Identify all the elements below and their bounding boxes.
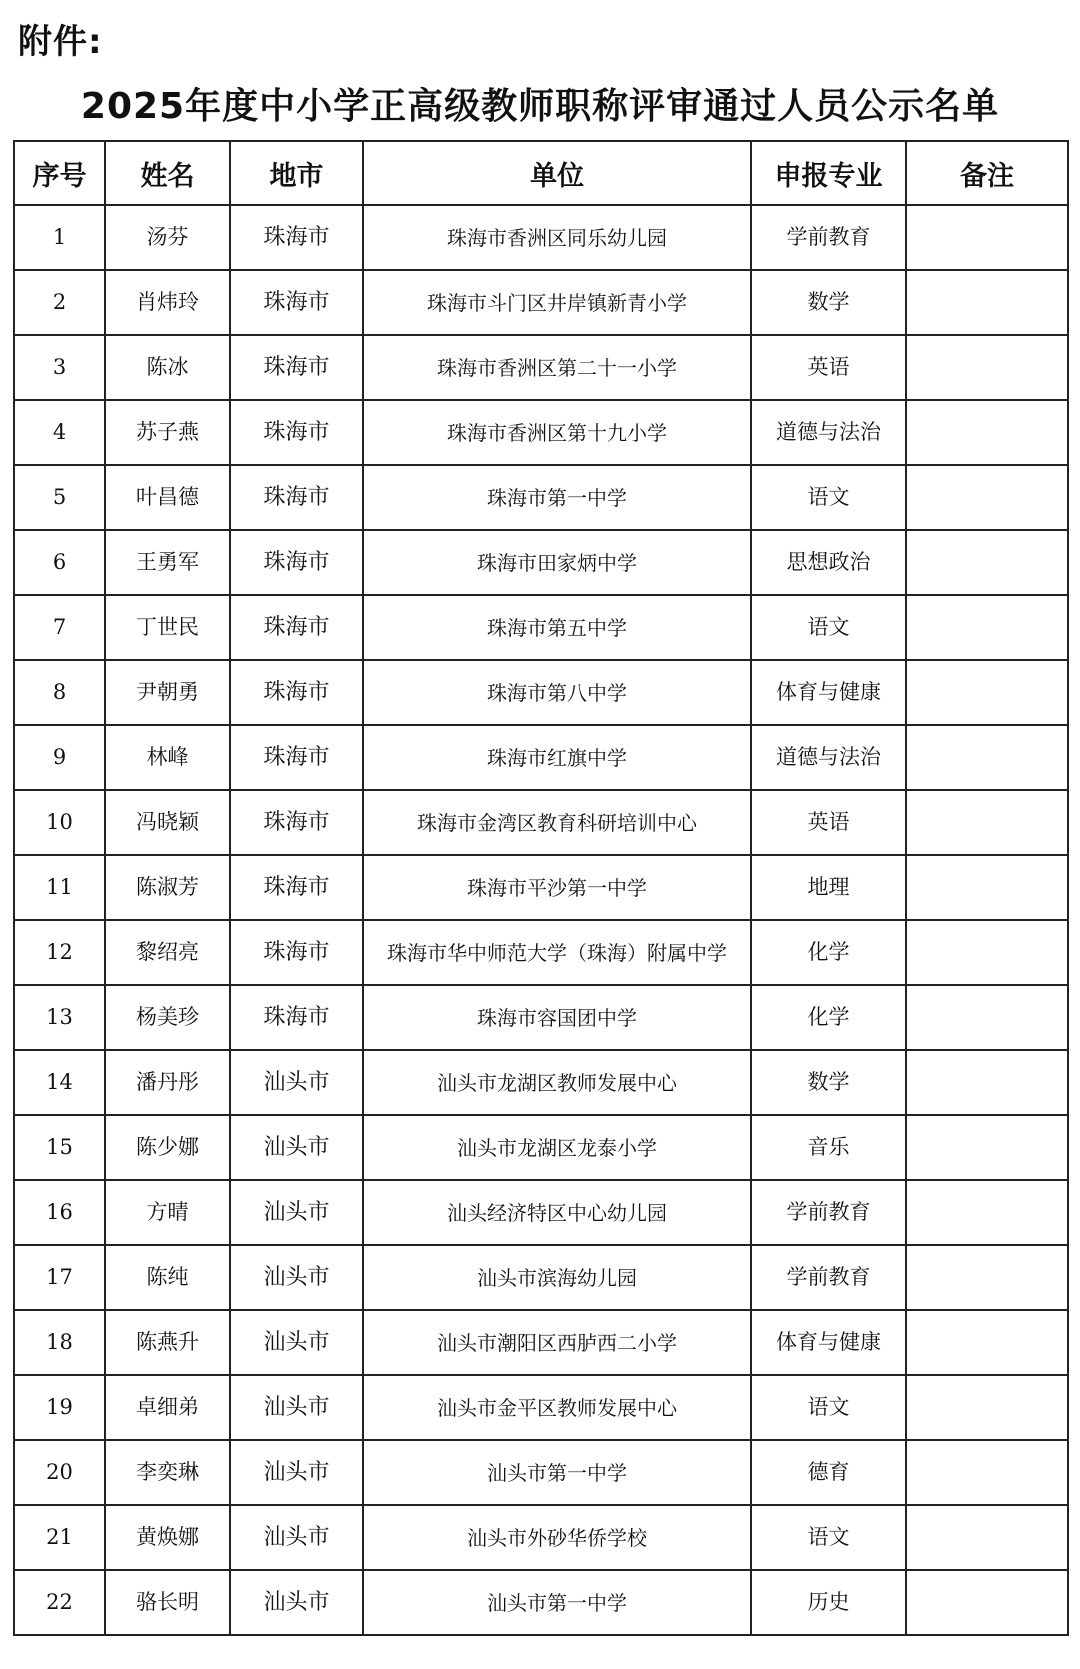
cell-index: 8 bbox=[14, 660, 105, 725]
cell-unit: 汕头市第一中学 bbox=[363, 1440, 751, 1505]
cell-remarks bbox=[906, 205, 1068, 270]
cell-index: 16 bbox=[14, 1180, 105, 1245]
cell-city: 汕头市 bbox=[230, 1375, 363, 1440]
page-title: 2025年度中小学正高级教师职称评审通过人员公示名单 bbox=[80, 86, 1000, 127]
table-row bbox=[14, 335, 1068, 400]
cell-unit: 汕头市滨海幼儿园 bbox=[363, 1245, 751, 1310]
column-header-remarks: 备注 bbox=[906, 141, 1068, 205]
cell-remarks bbox=[906, 985, 1068, 1050]
cell-city: 珠海市 bbox=[230, 660, 363, 725]
cell-subject: 道德与法治 bbox=[751, 400, 906, 465]
cell-index: 7 bbox=[14, 595, 105, 660]
cell-remarks bbox=[906, 725, 1068, 790]
cell-subject: 学前教育 bbox=[751, 1180, 906, 1245]
cell-subject: 英语 bbox=[751, 790, 906, 855]
cell-remarks bbox=[906, 855, 1068, 920]
cell-unit: 珠海市斗门区井岸镇新青小学 bbox=[363, 270, 751, 335]
cell-name: 林峰 bbox=[105, 725, 230, 790]
cell-city: 珠海市 bbox=[230, 725, 363, 790]
cell-subject: 德育 bbox=[751, 1440, 906, 1505]
cell-remarks bbox=[906, 660, 1068, 725]
table-row bbox=[14, 660, 1068, 725]
cell-index: 11 bbox=[14, 855, 105, 920]
table-row bbox=[14, 790, 1068, 855]
cell-index: 21 bbox=[14, 1505, 105, 1570]
cell-subject: 语文 bbox=[751, 1505, 906, 1570]
cell-remarks bbox=[906, 1310, 1068, 1375]
cell-unit: 珠海市香洲区第二十一小学 bbox=[363, 335, 751, 400]
table-row bbox=[14, 595, 1068, 660]
table-row bbox=[14, 1310, 1068, 1375]
cell-remarks bbox=[906, 530, 1068, 595]
cell-name: 陈冰 bbox=[105, 335, 230, 400]
cell-unit: 珠海市香洲区同乐幼儿园 bbox=[363, 205, 751, 270]
cell-index: 6 bbox=[14, 530, 105, 595]
cell-city: 汕头市 bbox=[230, 1570, 363, 1635]
cell-name: 肖炜玲 bbox=[105, 270, 230, 335]
cell-name: 杨美珍 bbox=[105, 985, 230, 1050]
column-header-name: 姓名 bbox=[105, 141, 230, 205]
cell-unit: 珠海市第八中学 bbox=[363, 660, 751, 725]
cell-index: 13 bbox=[14, 985, 105, 1050]
cell-subject: 化学 bbox=[751, 920, 906, 985]
column-header-unit: 单位 bbox=[363, 141, 751, 205]
table-row bbox=[14, 1440, 1068, 1505]
cell-unit: 汕头经济特区中心幼儿园 bbox=[363, 1180, 751, 1245]
cell-city: 珠海市 bbox=[230, 530, 363, 595]
column-header-subject: 申报专业 bbox=[751, 141, 906, 205]
cell-city: 汕头市 bbox=[230, 1180, 363, 1245]
cell-remarks bbox=[906, 790, 1068, 855]
cell-subject: 道德与法治 bbox=[751, 725, 906, 790]
cell-index: 3 bbox=[14, 335, 105, 400]
cell-subject: 数学 bbox=[751, 270, 906, 335]
cell-subject: 化学 bbox=[751, 985, 906, 1050]
table-row bbox=[14, 1570, 1068, 1635]
column-header-index: 序号 bbox=[14, 141, 105, 205]
cell-index: 15 bbox=[14, 1115, 105, 1180]
cell-remarks bbox=[906, 595, 1068, 660]
cell-subject: 语文 bbox=[751, 595, 906, 660]
cell-unit: 珠海市田家炳中学 bbox=[363, 530, 751, 595]
cell-name: 黎绍亮 bbox=[105, 920, 230, 985]
table-row bbox=[14, 985, 1068, 1050]
cell-name: 尹朝勇 bbox=[105, 660, 230, 725]
cell-index: 9 bbox=[14, 725, 105, 790]
cell-subject: 思想政治 bbox=[751, 530, 906, 595]
table-row bbox=[14, 1115, 1068, 1180]
cell-remarks bbox=[906, 1245, 1068, 1310]
cell-unit: 汕头市金平区教师发展中心 bbox=[363, 1375, 751, 1440]
cell-unit: 珠海市容国团中学 bbox=[363, 985, 751, 1050]
cell-name: 叶昌德 bbox=[105, 465, 230, 530]
cell-name: 冯晓颖 bbox=[105, 790, 230, 855]
cell-index: 10 bbox=[14, 790, 105, 855]
table-row bbox=[14, 530, 1068, 595]
cell-name: 骆长明 bbox=[105, 1570, 230, 1635]
cell-index: 19 bbox=[14, 1375, 105, 1440]
cell-unit: 汕头市潮阳区西胪西二小学 bbox=[363, 1310, 751, 1375]
table-row bbox=[14, 1505, 1068, 1570]
cell-remarks bbox=[906, 270, 1068, 335]
cell-city: 汕头市 bbox=[230, 1115, 363, 1180]
table-row bbox=[14, 1050, 1068, 1115]
cell-city: 珠海市 bbox=[230, 790, 363, 855]
cell-name: 王勇军 bbox=[105, 530, 230, 595]
cell-name: 陈纯 bbox=[105, 1245, 230, 1310]
cell-city: 珠海市 bbox=[230, 270, 363, 335]
table-row bbox=[14, 205, 1068, 270]
roster-table bbox=[13, 140, 1069, 1636]
cell-index: 17 bbox=[14, 1245, 105, 1310]
cell-city: 珠海市 bbox=[230, 465, 363, 530]
cell-subject: 英语 bbox=[751, 335, 906, 400]
cell-unit: 珠海市香洲区第十九小学 bbox=[363, 400, 751, 465]
cell-unit: 汕头市第一中学 bbox=[363, 1570, 751, 1635]
cell-remarks bbox=[906, 1050, 1068, 1115]
cell-remarks bbox=[906, 400, 1068, 465]
cell-subject: 数学 bbox=[751, 1050, 906, 1115]
cell-name: 丁世民 bbox=[105, 595, 230, 660]
cell-subject: 语文 bbox=[751, 465, 906, 530]
cell-remarks bbox=[906, 920, 1068, 985]
cell-name: 方晴 bbox=[105, 1180, 230, 1245]
cell-index: 18 bbox=[14, 1310, 105, 1375]
table-row bbox=[14, 855, 1068, 920]
cell-remarks bbox=[906, 1180, 1068, 1245]
cell-city: 汕头市 bbox=[230, 1050, 363, 1115]
cell-remarks bbox=[906, 1375, 1068, 1440]
cell-unit: 珠海市第五中学 bbox=[363, 595, 751, 660]
cell-city: 珠海市 bbox=[230, 855, 363, 920]
cell-subject: 体育与健康 bbox=[751, 1310, 906, 1375]
cell-city: 珠海市 bbox=[230, 920, 363, 985]
cell-index: 20 bbox=[14, 1440, 105, 1505]
cell-remarks bbox=[906, 1505, 1068, 1570]
cell-index: 1 bbox=[14, 205, 105, 270]
cell-remarks bbox=[906, 1570, 1068, 1635]
table-body bbox=[14, 205, 1068, 1635]
column-header-city: 地市 bbox=[230, 141, 363, 205]
cell-city: 珠海市 bbox=[230, 335, 363, 400]
cell-unit: 汕头市龙湖区龙泰小学 bbox=[363, 1115, 751, 1180]
cell-name: 苏子燕 bbox=[105, 400, 230, 465]
cell-subject: 音乐 bbox=[751, 1115, 906, 1180]
cell-name: 陈燕升 bbox=[105, 1310, 230, 1375]
cell-index: 12 bbox=[14, 920, 105, 985]
cell-remarks bbox=[906, 335, 1068, 400]
attachment-label: 附件: bbox=[18, 22, 103, 62]
cell-name: 黄焕娜 bbox=[105, 1505, 230, 1570]
cell-name: 李奕琳 bbox=[105, 1440, 230, 1505]
cell-city: 珠海市 bbox=[230, 595, 363, 660]
cell-index: 4 bbox=[14, 400, 105, 465]
cell-city: 珠海市 bbox=[230, 985, 363, 1050]
cell-subject: 语文 bbox=[751, 1375, 906, 1440]
cell-unit: 珠海市红旗中学 bbox=[363, 725, 751, 790]
cell-unit: 珠海市华中师范大学（珠海）附属中学 bbox=[363, 920, 751, 985]
cell-city: 汕头市 bbox=[230, 1310, 363, 1375]
cell-name: 陈少娜 bbox=[105, 1115, 230, 1180]
cell-remarks bbox=[906, 1440, 1068, 1505]
cell-index: 2 bbox=[14, 270, 105, 335]
cell-index: 14 bbox=[14, 1050, 105, 1115]
cell-subject: 学前教育 bbox=[751, 205, 906, 270]
cell-unit: 汕头市外砂华侨学校 bbox=[363, 1505, 751, 1570]
table-row bbox=[14, 1245, 1068, 1310]
cell-subject: 体育与健康 bbox=[751, 660, 906, 725]
cell-name: 汤芬 bbox=[105, 205, 230, 270]
table-row bbox=[14, 725, 1068, 790]
cell-city: 汕头市 bbox=[230, 1505, 363, 1570]
table-row bbox=[14, 920, 1068, 985]
cell-city: 汕头市 bbox=[230, 1245, 363, 1310]
cell-city: 珠海市 bbox=[230, 400, 363, 465]
table-row bbox=[14, 270, 1068, 335]
cell-remarks bbox=[906, 465, 1068, 530]
cell-subject: 学前教育 bbox=[751, 1245, 906, 1310]
cell-index: 22 bbox=[14, 1570, 105, 1635]
table-row bbox=[14, 465, 1068, 530]
cell-unit: 汕头市龙湖区教师发展中心 bbox=[363, 1050, 751, 1115]
cell-city: 汕头市 bbox=[230, 1440, 363, 1505]
cell-unit: 珠海市平沙第一中学 bbox=[363, 855, 751, 920]
table-row bbox=[14, 400, 1068, 465]
cell-name: 卓细弟 bbox=[105, 1375, 230, 1440]
cell-index: 5 bbox=[14, 465, 105, 530]
cell-unit: 珠海市第一中学 bbox=[363, 465, 751, 530]
cell-name: 陈淑芳 bbox=[105, 855, 230, 920]
cell-remarks bbox=[906, 1115, 1068, 1180]
cell-name: 潘丹彤 bbox=[105, 1050, 230, 1115]
cell-unit: 珠海市金湾区教育科研培训中心 bbox=[363, 790, 751, 855]
cell-subject: 历史 bbox=[751, 1570, 906, 1635]
cell-city: 珠海市 bbox=[230, 205, 363, 270]
table-row bbox=[14, 1180, 1068, 1245]
table-row bbox=[14, 1375, 1068, 1440]
cell-subject: 地理 bbox=[751, 855, 906, 920]
table-header-row bbox=[14, 141, 1068, 205]
